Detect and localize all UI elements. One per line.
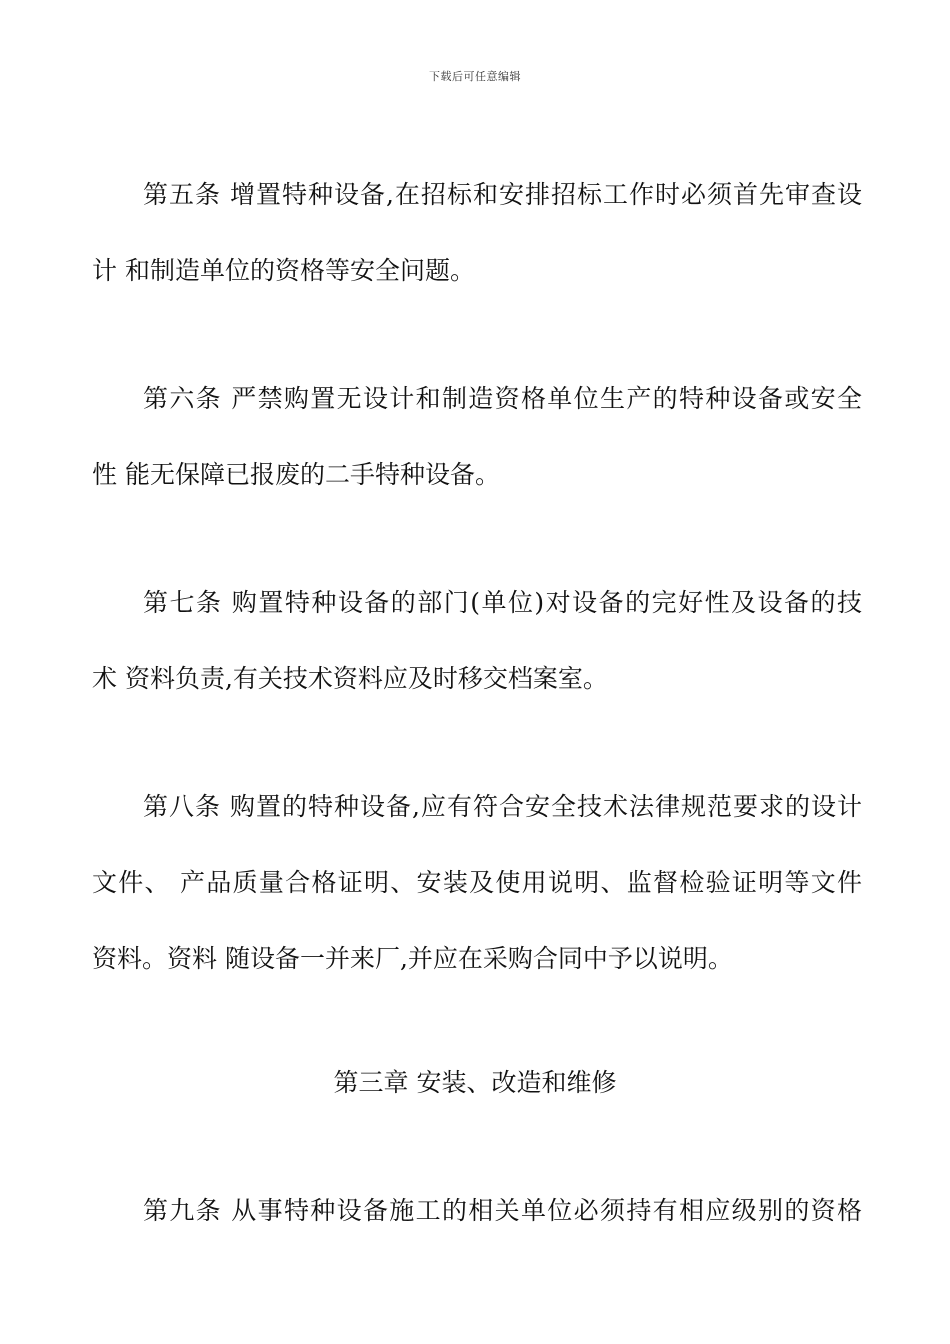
article-5-line-1: 第五条 增置特种设备,在招标和安排招标工作时必须首先审查设: [143, 180, 862, 209]
article-7-line-1: 第七条 购置特种设备的部门(单位)对设备的完好性及设备的技: [143, 588, 862, 617]
article-6-line-2: 性 能无保障已报废的二手特种设备。: [92, 460, 500, 489]
article-7-line-2: 术 资料负责,有关技术资料应及时移交档案室。: [92, 664, 608, 693]
article-8-line-2: 文件、 产品质量合格证明、安装及使用说明、监督检验证明等文件: [92, 868, 862, 897]
article-8-line-1: 第八条 购置的特种设备,应有符合安全技术法律规范要求的设计: [143, 792, 862, 821]
article-9-line-1: 第九条 从事特种设备施工的相关单位必须持有相应级别的资格: [143, 1196, 862, 1225]
chapter-heading: 第三章 安装、改造和维修: [333, 1068, 617, 1097]
article-5-line-2: 计 和制造单位的资格等安全问题。: [92, 256, 475, 285]
article-8-line-3: 资料。资料 随设备一并来厂,并应在采购合同中予以说明。: [92, 944, 733, 973]
page-header: 下载后可任意编辑: [429, 70, 521, 83]
article-6-line-1: 第六条 严禁购置无设计和制造资格单位生产的特种设备或安全: [143, 384, 862, 413]
